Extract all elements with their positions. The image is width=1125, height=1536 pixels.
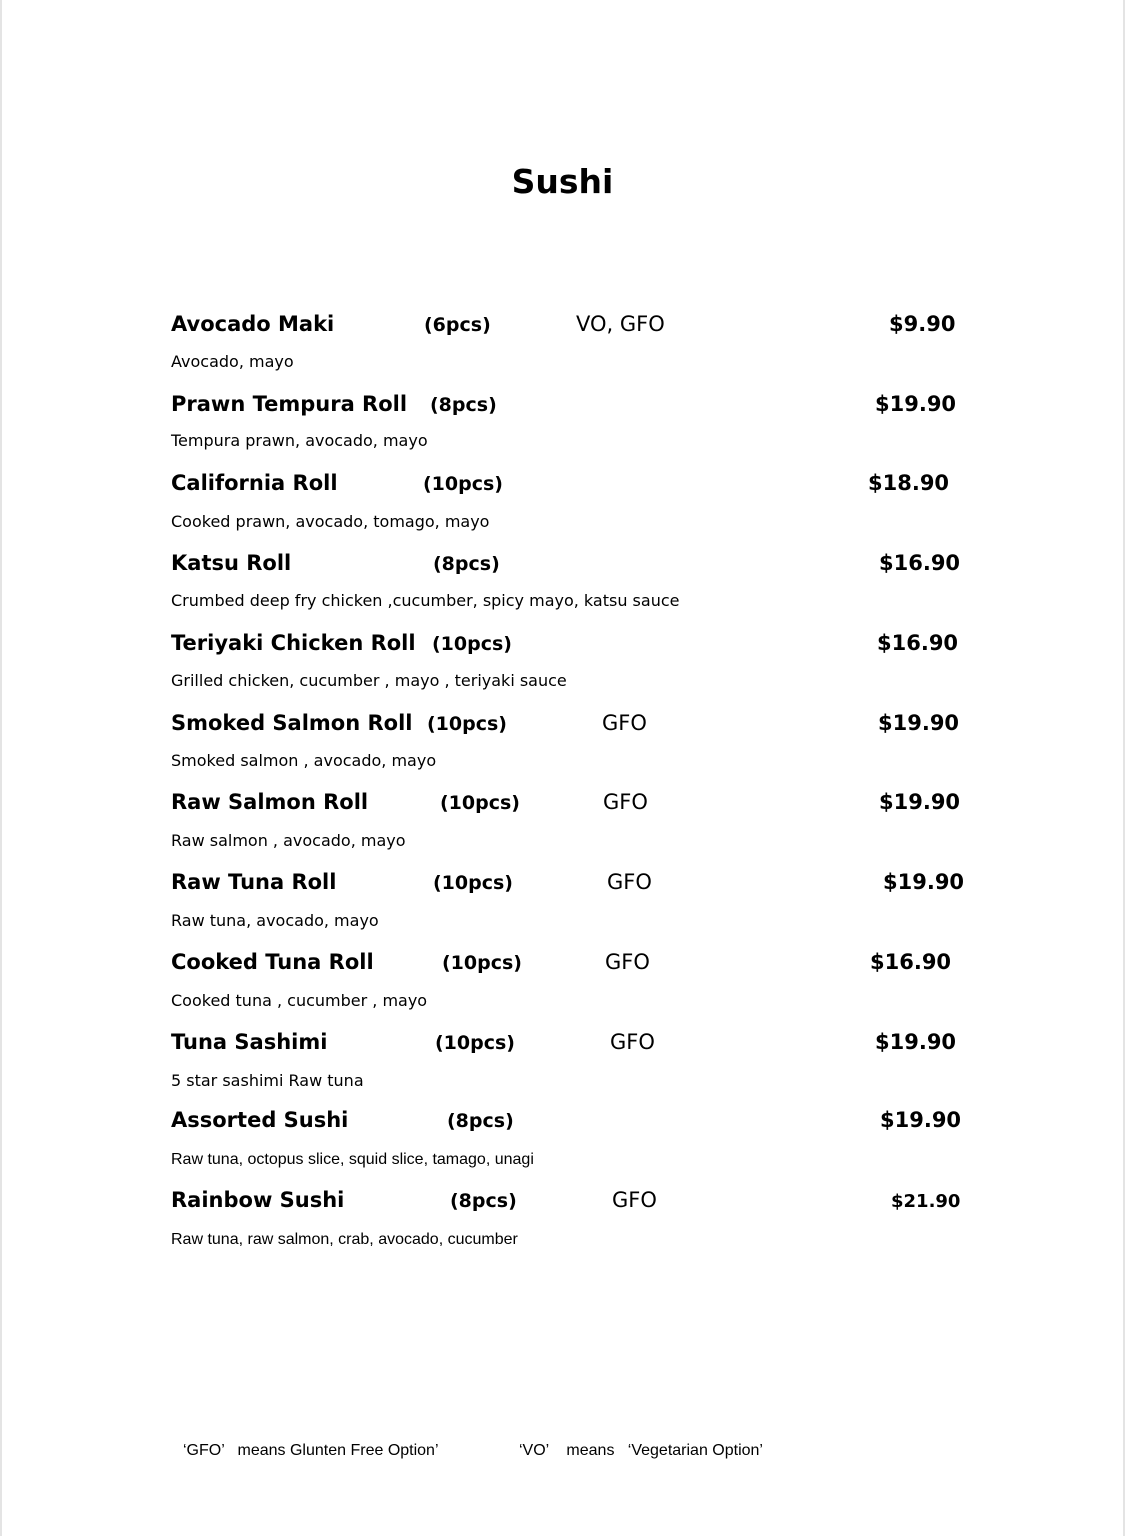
menu-item-rainbow-sushi — [0, 1186, 1125, 1266]
item-price: $18.90 — [868, 471, 950, 495]
menu-item-prawn-tempura-roll — [0, 390, 1125, 470]
item-name: Raw Tuna Roll — [171, 870, 337, 894]
item-price: $16.90 — [879, 551, 961, 575]
item-description: Tempura prawn, avocado, mayo — [171, 431, 428, 450]
item-price: $19.90 — [879, 790, 961, 814]
item-dietary-tags: GFO — [612, 1188, 657, 1212]
item-dietary-tags: GFO — [603, 790, 648, 814]
item-description: Crumbed deep fry chicken ,cucumber, spicy mayo, katsu sauce — [171, 591, 680, 610]
item-pieces: (8pcs) — [433, 553, 500, 575]
menu-item-california-roll — [0, 469, 1125, 549]
item-pieces: (10pcs) — [427, 713, 507, 735]
item-description: Raw tuna, octopus slice, squid slice, tamago, unagi — [171, 1151, 534, 1168]
item-pieces: (6pcs) — [424, 314, 491, 336]
item-description: Raw salmon , avocado, mayo — [171, 831, 406, 850]
item-name: Raw Salmon Roll — [171, 790, 369, 814]
item-description: Avocado, mayo — [171, 352, 294, 371]
item-price: $16.90 — [870, 950, 952, 974]
item-description: Cooked tuna , cucumber , mayo — [171, 991, 428, 1010]
menu-item-teriyaki-chicken-roll — [0, 629, 1125, 709]
item-price: $16.90 — [877, 631, 959, 655]
legend-vo: ‘VO’ means ‘Vegetarian Option’ — [519, 1442, 763, 1459]
item-name: Cooked Tuna Roll — [171, 950, 374, 974]
item-dietary-tags: GFO — [610, 1030, 655, 1054]
item-dietary-tags: VO, GFO — [576, 312, 665, 336]
legend-gfo: ‘GFO’ means Glunten Free Option’ — [183, 1442, 439, 1459]
menu-item-katsu-roll — [0, 549, 1125, 629]
item-description: Cooked prawn, avocado, tomago, mayo — [171, 512, 490, 531]
item-name: Katsu Roll — [171, 551, 292, 575]
item-description: Raw tuna, avocado, mayo — [171, 911, 379, 930]
item-price: $19.90 — [878, 711, 960, 735]
item-name: Tuna Sashimi — [171, 1030, 328, 1054]
item-name: Teriyaki Chicken Roll — [171, 631, 416, 655]
item-pieces: (10pcs) — [433, 872, 513, 894]
item-pieces: (10pcs) — [442, 952, 522, 974]
item-price: $21.90 — [891, 1191, 961, 1212]
item-price: $19.90 — [883, 870, 965, 894]
menu-title: Sushi — [511, 162, 614, 201]
item-dietary-tags: GFO — [605, 950, 650, 974]
menu-item-assorted-sushi — [0, 1106, 1125, 1186]
item-description: Grilled chicken, cucumber , mayo , teriyaki sauce — [171, 671, 567, 690]
item-dietary-tags: GFO — [602, 711, 647, 735]
item-name: Smoked Salmon Roll — [171, 711, 413, 735]
item-name: California Roll — [171, 471, 338, 495]
item-pieces: (8pcs) — [447, 1110, 514, 1132]
item-description: Smoked salmon , avocado, mayo — [171, 751, 437, 770]
menu-item-smoked-salmon-roll — [0, 709, 1125, 789]
item-name: Avocado Maki — [171, 312, 335, 336]
menu-item-avocado-maki — [0, 310, 1125, 390]
item-pieces: (8pcs) — [450, 1190, 517, 1212]
item-description: Raw tuna, raw salmon, crab, avocado, cucumber — [171, 1231, 518, 1248]
item-name: Prawn Tempura Roll — [171, 392, 408, 416]
item-pieces: (10pcs) — [432, 633, 512, 655]
menu-item-cooked-tuna-roll — [0, 948, 1125, 1028]
item-pieces: (8pcs) — [430, 394, 497, 416]
item-dietary-tags: GFO — [607, 870, 652, 894]
item-name: Rainbow Sushi — [171, 1188, 345, 1212]
item-price: $19.90 — [875, 392, 957, 416]
menu-item-raw-salmon-roll — [0, 788, 1125, 868]
item-pieces: (10pcs) — [435, 1032, 515, 1054]
item-price: $19.90 — [880, 1108, 962, 1132]
item-description: 5 star sashimi Raw tuna — [171, 1071, 364, 1090]
item-pieces: (10pcs) — [440, 792, 520, 814]
item-name: Assorted Sushi — [171, 1108, 349, 1132]
menu-item-tuna-sashimi — [0, 1028, 1125, 1108]
item-price: $19.90 — [875, 1030, 957, 1054]
menu-item-raw-tuna-roll — [0, 868, 1125, 948]
item-pieces: (10pcs) — [423, 473, 503, 495]
item-price: $9.90 — [889, 312, 956, 336]
